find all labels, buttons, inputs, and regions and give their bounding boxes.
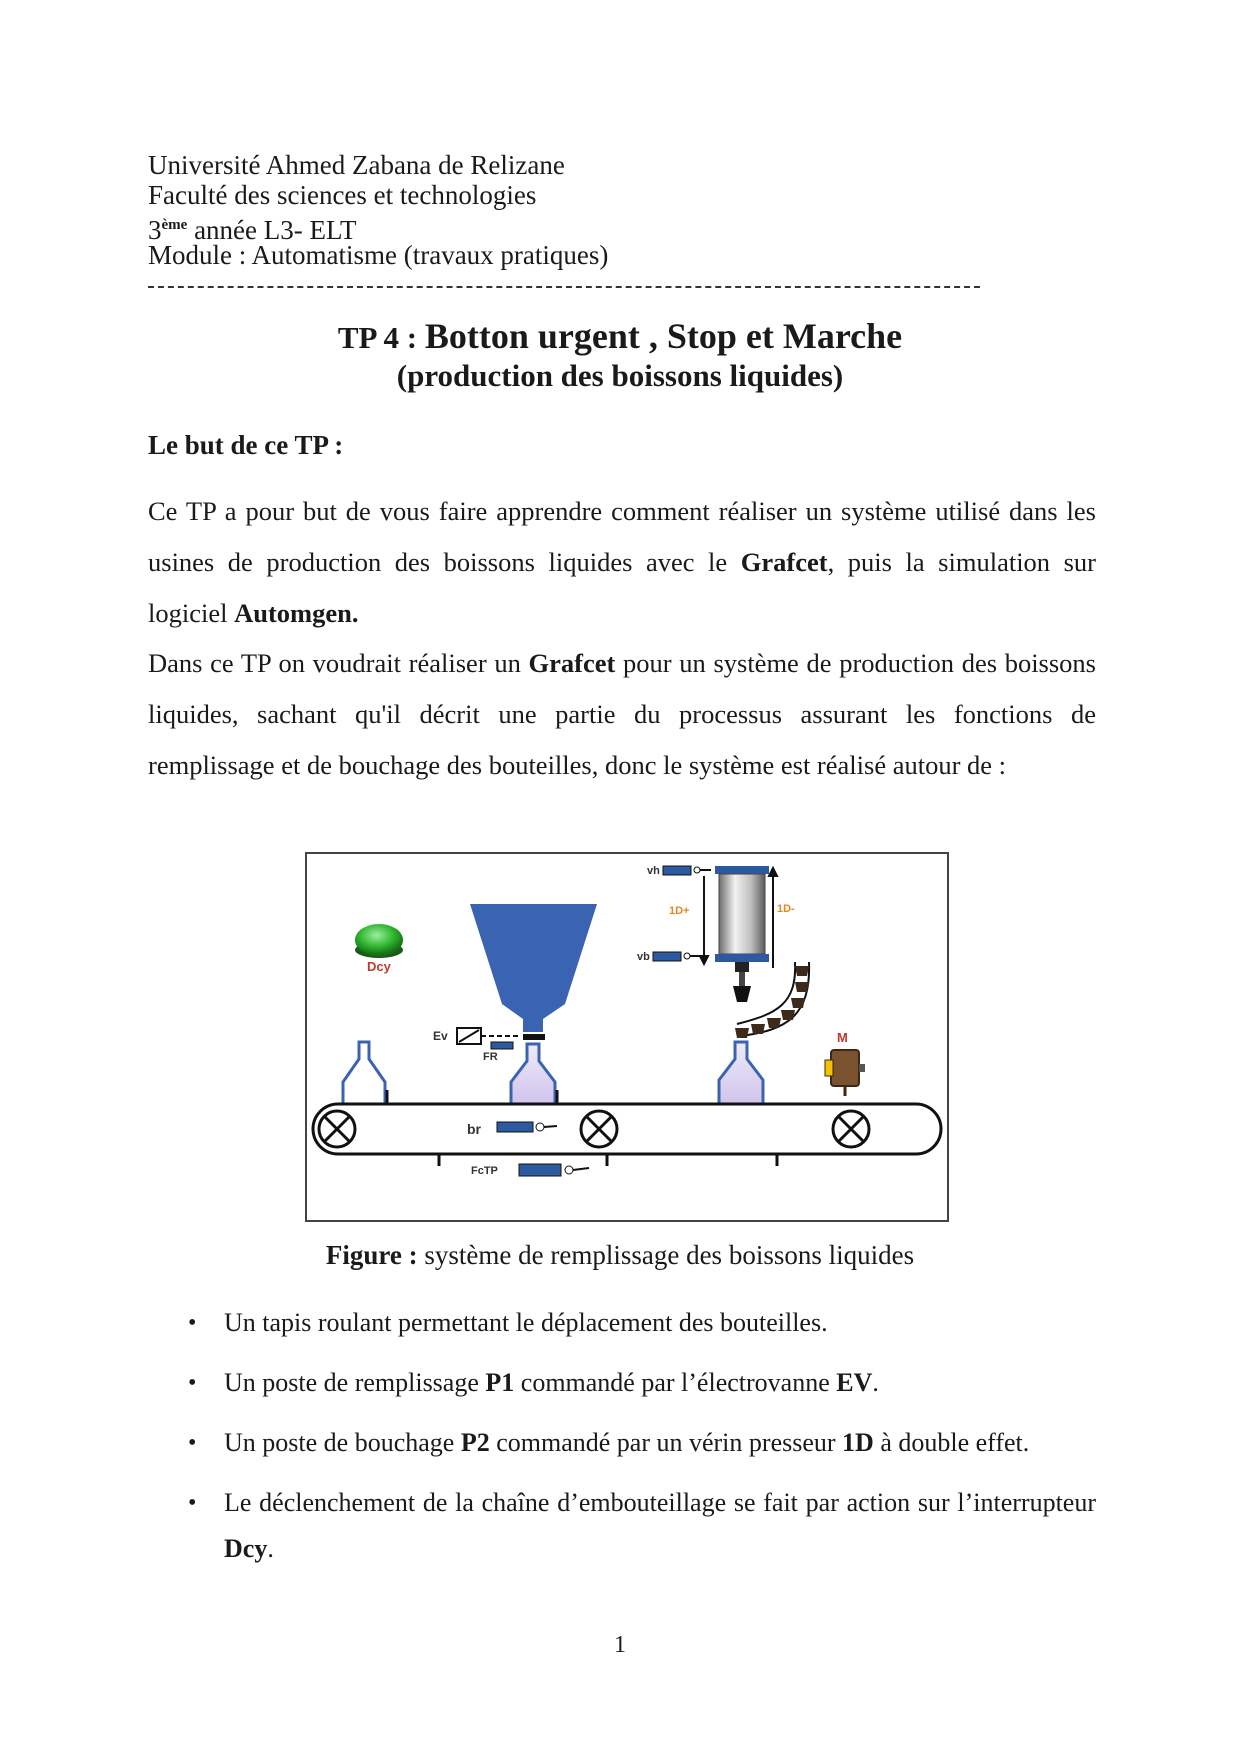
page-title (0, 314, 1240, 360)
bullet-bold: 1D (842, 1428, 874, 1457)
bullet-text: Un poste de remplissage (224, 1368, 486, 1397)
bullet-bold: P1 (485, 1368, 515, 1397)
faculty-name: Faculté des sciences et technologies (148, 180, 537, 210)
university-name: Université Ahmed Zabana de Relizane (148, 150, 565, 180)
p1-automgen: Automgen. (234, 598, 359, 628)
dcy-button-icon (355, 924, 403, 958)
component-list (148, 1300, 1096, 1586)
bullet-bold: Dcy (224, 1534, 268, 1563)
bullet-bold: P2 (460, 1428, 490, 1457)
fctp-label: FcTP (471, 1165, 498, 1177)
caption-bold: Figure : (325, 1240, 418, 1270)
vb-sensor-icon (653, 952, 703, 961)
bullet-text: . (872, 1368, 879, 1397)
dcy-label: Dcy (367, 959, 391, 974)
bottle-capping-icon (719, 1042, 763, 1104)
page-subtitle: (production des boissons liquides) (396, 358, 844, 393)
valve-nozzle (523, 1034, 545, 1040)
page-number: 1 (614, 1632, 626, 1658)
title-main: Botton urgent , Stop et Marche (424, 316, 903, 356)
paragraph-system (148, 638, 1096, 791)
p2-text-a: Dans ce TP on voudrait réaliser un (148, 648, 529, 678)
hopper-icon (470, 904, 597, 1032)
p1-text-a: Ce TP a pour but de vous faire apprendre comment réaliser un système utilisé dans les usines de production des boissons liquides avec le (148, 496, 1096, 577)
bullet-bold: EV (836, 1368, 873, 1397)
p1-text-c: , puis la simulation sur logiciel (148, 547, 1096, 628)
br-label: br (467, 1121, 481, 1137)
list-item (148, 1360, 1096, 1406)
system-figure (305, 852, 949, 1222)
list-item (148, 1300, 1096, 1346)
caption-text: système de remplissage des boissons liquides (417, 1240, 915, 1270)
list-item (148, 1480, 1096, 1572)
year-rest: année L3- ELT (187, 215, 357, 245)
bullet-text: à double effet. (873, 1428, 1030, 1457)
bullet-text: Le déclenchement de la chaîne d’embouteillage se fait par action sur l’interrupteur (224, 1488, 1096, 1517)
fctp-sensor-icon (519, 1164, 589, 1176)
module-line: Module : Automatisme (travaux pratiques) (148, 240, 609, 270)
1d-plus-label: 1D+ (669, 905, 690, 917)
motor-label: M (837, 1030, 848, 1045)
bottle-empty-icon (343, 1042, 385, 1104)
motor-icon (825, 1050, 865, 1096)
year-number: 3 (148, 215, 162, 245)
cylinder-1d-icon (715, 866, 769, 1002)
figure-caption (0, 1238, 1240, 1272)
vh-sensor-icon (663, 866, 711, 875)
vb-label: vb (637, 951, 650, 963)
conveyor-belt-icon (313, 1090, 941, 1166)
1d-minus-label: 1D- (777, 903, 795, 915)
p2-grafcet: Grafcet (528, 648, 616, 678)
year-superscript: ème (161, 217, 188, 233)
p2-text-c: pour un système de production des boissons liquides, sachant qu'il décrit une partie du processus assurant les fonctions de remplissage et de bouchage des bouteilles, donc le système est réalisé autour de : (148, 648, 1097, 780)
bullet-text: . (267, 1534, 274, 1563)
list-item (148, 1420, 1096, 1466)
p1-grafcet: Grafcet (740, 547, 828, 577)
vh-label: vh (647, 865, 660, 877)
bottle-filling-icon (511, 1044, 555, 1104)
ev-label: Ev (433, 1029, 448, 1043)
bullet-text: commandé par un vérin presseur (489, 1428, 843, 1457)
electrovalve-icon (457, 1028, 521, 1049)
paragraph-goal (148, 486, 1096, 639)
bullet-text: Un tapis roulant permettant le déplacement des bouteilles. (224, 1308, 828, 1337)
bullet-text: Un poste de bouchage (224, 1428, 461, 1457)
fr-label: FR (483, 1051, 498, 1063)
bullet-text: commandé par l’électrovanne (514, 1368, 837, 1397)
goal-heading: Le but de ce TP : (148, 430, 344, 460)
header-divider (148, 286, 980, 288)
title-prefix: TP 4 : (337, 320, 425, 355)
filling-system-diagram (307, 854, 947, 1220)
